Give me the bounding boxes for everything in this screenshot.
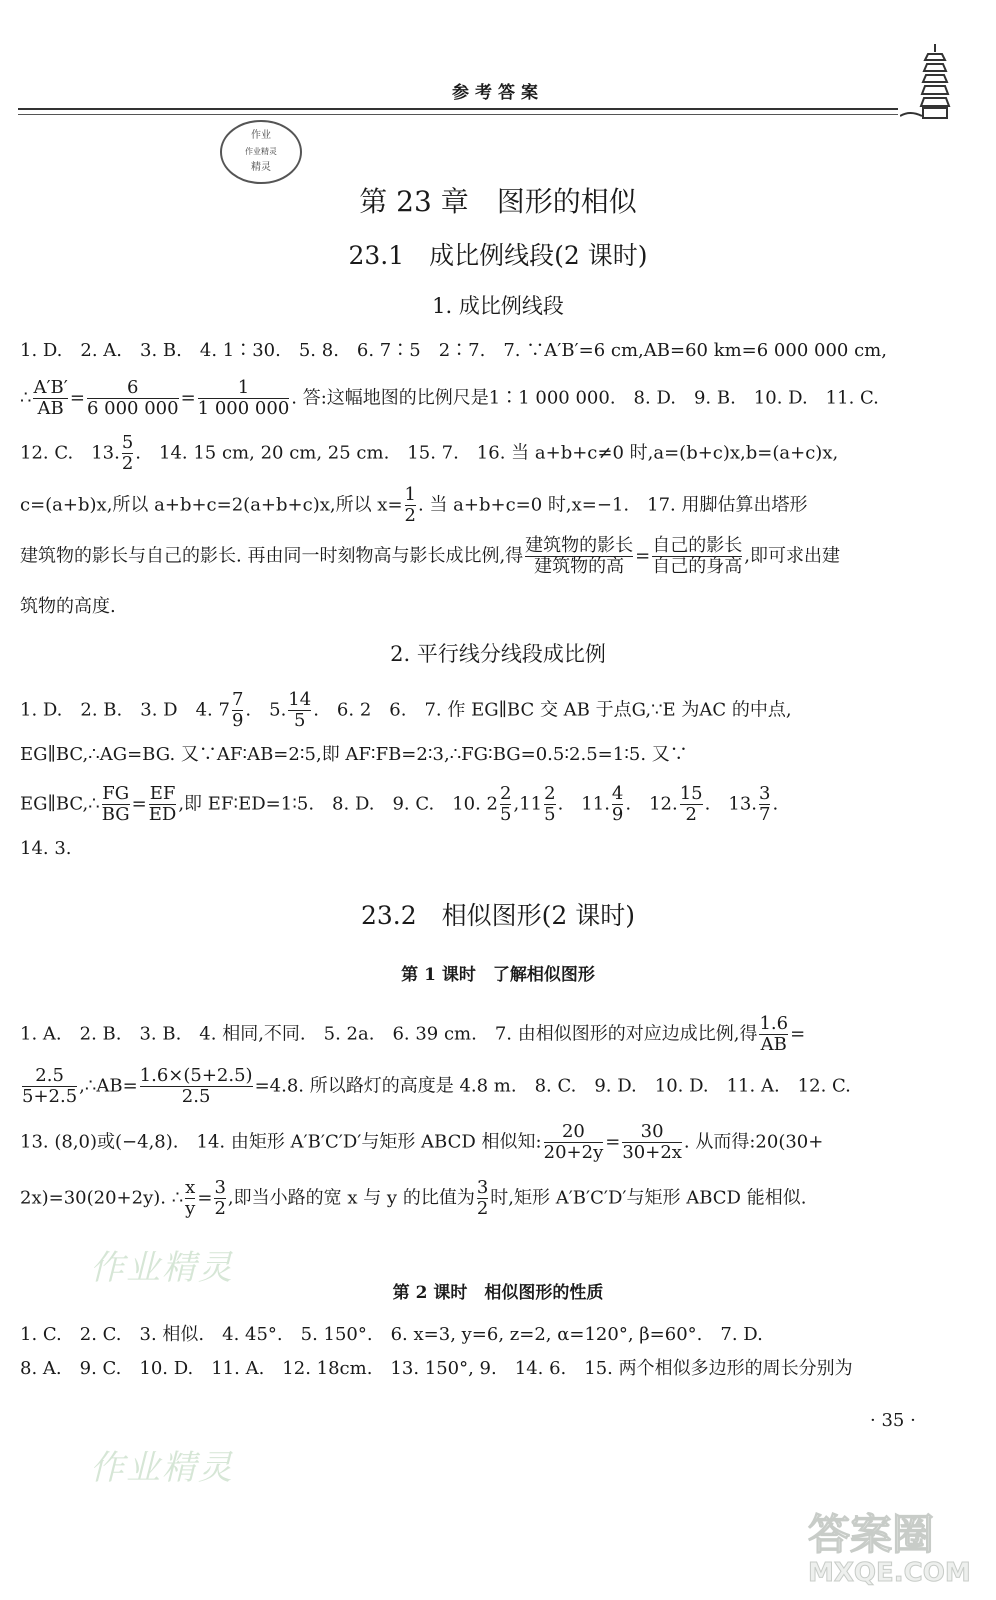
stamp-seal xyxy=(218,118,304,186)
lesson-title-1: 第 1 课时 了解相似图形 xyxy=(401,965,595,985)
fraction: $\frac{\text{建筑物的影长}}{\text{建筑物的高}}$ xyxy=(525,535,634,577)
fraction: $\frac{1.6}{AB}$ xyxy=(759,1013,789,1055)
fraction: $\frac{30}{30+2x}$ xyxy=(622,1121,682,1163)
answer-line: 8. A. 9. C. 10. D. 11. A. 12. 18cm. 13. 150°, 9. 14. 6. 15. 两个相似多边形的周长分别为 xyxy=(20,1358,853,1379)
fraction: $\frac{\text{自己的影长}}{\text{自己的身高}}$ xyxy=(652,535,743,577)
fraction: $\frac{FG}{BG}$ xyxy=(101,783,130,825)
section-title-23-1: 23.1 成比例线段(2 课时) xyxy=(348,241,648,270)
fraction: $\frac{6}{6 000 000}$ xyxy=(86,377,179,419)
fraction: $\frac{x}{y}$ xyxy=(185,1177,196,1219)
answer-line: EG∥BC,∴ $\frac{FG}{BG}$ = $\frac{EF}{ED}$ ,即 EF∶ED=1∶5. 8. D. 9. C. 10. 2 $\frac{2}{5}$ ,11 $\frac{2}{5}$ . 11. $\frac{4}{9}$ . 12. $\frac{15}{2}$ . 13. $\frac{3}{7}$ . xyxy=(20,783,779,825)
svg-text:作业精灵: 作业精灵 xyxy=(245,147,277,156)
answer-line: ∴ $\frac{A'B'}{AB}$ = $\frac{6}{6 000 000}$ = $\frac{1}{1 000 000}$ . 答:这幅地图的比例尺是1∶1 000 000. 8. D. 9. B. 10. D. 11. C. xyxy=(20,377,879,419)
fraction: $\frac{4}{9}$ xyxy=(611,783,624,825)
section-title-23-2: 23.2 相似图形(2 课时) xyxy=(360,901,636,930)
answer-line: 12. C. 13. $\frac{5}{2}$ . 14. 15 cm, 20 cm, 25 cm. 15. 7. 16. 当 a+b+c≠0 时,a=(b+c)x,b=(a+c)x, xyxy=(20,432,839,474)
fraction: $\frac{A'B'}{AB}$ xyxy=(33,377,68,419)
logo-url: MXQE.COM xyxy=(808,1558,971,1588)
fraction: $\frac{3}{2}$ xyxy=(214,1177,226,1219)
answer-line: 14. 3. xyxy=(20,838,72,859)
subsection-title-2: 2. 平行线分线段成比例 xyxy=(390,642,606,666)
fraction: $\frac{1}{1 000 000}$ xyxy=(197,377,290,419)
answer-line: 1. A. 2. B. 3. B. 4. 相同,不同. 5. 2a. 6. 39 cm. 7. 由相似图形的对应边成比例,得 $\frac{1.6}{AB}$ = xyxy=(20,1013,806,1055)
fraction: $\frac{20}{20+2y}$ xyxy=(543,1121,604,1163)
svg-text:作业: 作业 xyxy=(251,130,271,141)
answer-line: $\frac{2.5}{5+2.5}$ ,∴AB= $\frac{1.6\times(5+2.5)}{2.5}$ =4.8. 所以路灯的高度是 4.8 m. 8. C. 9. D. 10. D. 11. A. 12. C. xyxy=(22,1065,851,1107)
fraction: $\frac{EF}{ED}$ xyxy=(148,783,177,825)
fraction: $\frac{2}{5}$ xyxy=(544,783,556,825)
answer-line: 2x)=30(20+2y). ∴ $\frac{x}{y}$ = $\frac{3}{2}$ ,即当小路的宽 x 与 y 的比值为 $\frac{3}{2}$ 时,矩形 A′B′C′D′与矩形 ABCD 能相似. xyxy=(20,1177,807,1219)
header-rule-thin xyxy=(18,114,898,115)
answer-line: c=(a+b)x,所以 a+b+c=2(a+b+c)x,所以 x= $\frac{1}{2}$ . 当 a+b+c=0 时,x=−1. 17. 用脚估算出塔形 xyxy=(20,484,808,526)
pagoda-icon xyxy=(900,40,970,120)
watermark: 作业精灵 xyxy=(90,1248,234,1288)
fraction: $\frac{5}{2}$ xyxy=(121,432,134,474)
fraction: $\frac{7}{9}$ xyxy=(231,689,244,731)
fraction: $\frac{15}{2}$ xyxy=(679,783,703,825)
answer-line: 1. D. 2. B. 3. D 4. 7 $\frac{7}{9}$ . 5. $\frac{14}{5}$ . 6. 2 6. 7. 作 EG∥BC 交 AB 于点G,∵E 为AC 的中点, xyxy=(20,689,792,731)
answer-line: 1. C. 2. C. 3. 相似. 4. 45°. 5. 150°. 6. x=3, y=6, z=2, α=120°, β=60°. 7. D. xyxy=(20,1324,763,1345)
fraction: $\frac{14}{5}$ xyxy=(288,689,312,731)
answer-line: 13. (8,0)或(−4,8). 14. 由矩形 A′B′C′D′与矩形 ABCD 相似知: $\frac{20}{20+2y}$ = $\frac{30}{30+2x}$ . 从而得:20(30+ xyxy=(20,1121,824,1163)
fraction: $\frac{2}{5}$ xyxy=(500,783,512,825)
watermark: 作业精灵 xyxy=(90,1448,234,1488)
chapter-title: 第 23 章 图形的相似 xyxy=(359,185,637,218)
site-logo xyxy=(808,1502,978,1592)
lesson-title-2: 第 2 课时 相似图形的性质 xyxy=(392,1283,604,1303)
answer-line: EG∥BC,∴AG=BG. 又∵AF∶AB=2∶5,即 AF∶FB=2∶3,∴FG∶BG=0.5∶2.5=1∶5. 又∵ xyxy=(20,744,688,765)
fraction: $\frac{1}{2}$ xyxy=(404,484,416,526)
page-number: · 35 · xyxy=(870,1410,916,1431)
answer-line: 建筑物的影长与自己的影长. 再由同一时刻物高与影长成比例,得 $\frac{\text{建筑物的影长}}{\text{建筑物的高}}$ = $\frac{\text{自己的影长}}{\text{自己的身高}}$ ,即可求出建 xyxy=(20,535,840,577)
fraction: $\frac{3}{2}$ xyxy=(476,1177,489,1219)
running-header: 参考答案 xyxy=(452,83,544,103)
fraction: $\frac{3}{7}$ xyxy=(759,783,771,825)
answer-line: 1. D. 2. A. 3. B. 4. 1∶30. 5. 8. 6. 7∶5 2∶7. 7. ∵A′B′=6 cm,AB=60 km=6 000 000 cm, xyxy=(20,340,887,361)
subsection-title-1: 1. 成比例线段 xyxy=(432,294,564,318)
logo-text: 答案圈 xyxy=(808,1510,935,1559)
answer-line: 筑物的高度. xyxy=(20,596,116,617)
header-rule xyxy=(18,108,898,110)
fraction: $\frac{1.6\times(5+2.5)}{2.5}$ xyxy=(139,1065,253,1107)
fraction: $\frac{2.5}{5+2.5}$ xyxy=(22,1065,78,1107)
svg-text:精灵: 精灵 xyxy=(251,162,271,173)
